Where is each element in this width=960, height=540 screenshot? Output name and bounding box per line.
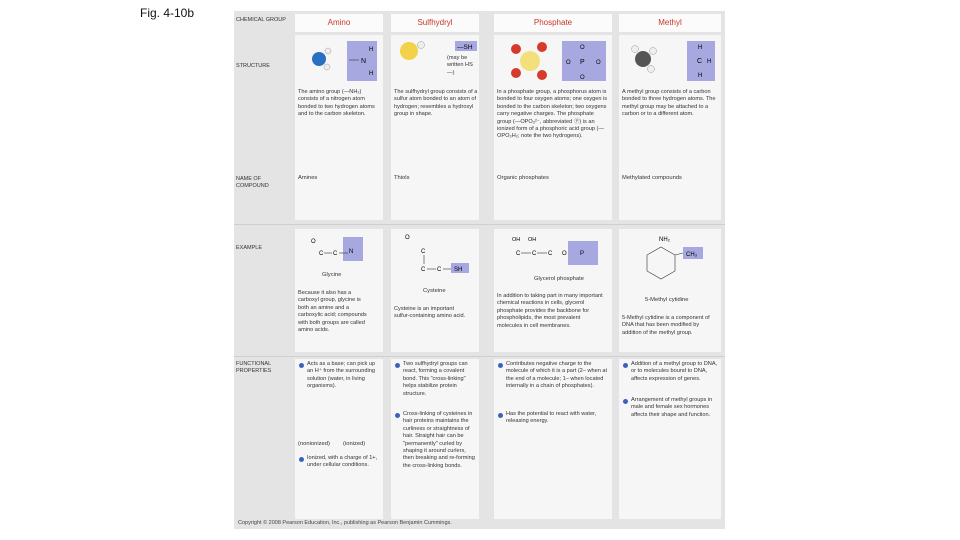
phosphate-compound-name: Organic phosphates xyxy=(497,175,549,181)
column-amino xyxy=(295,11,383,529)
svg-text:C: C xyxy=(548,251,553,257)
svg-text:H: H xyxy=(707,59,712,65)
glycine-structure-diagram xyxy=(309,233,371,273)
sulfhydryl-compound-name: Thiols xyxy=(394,175,410,181)
amino-property-2: Ionized, with a charge of 1+, under cellular conditions. xyxy=(307,455,378,469)
sulfhydryl-note: (may be written HS—) xyxy=(447,55,473,76)
formula-p: P xyxy=(580,59,585,66)
phosphate-property-2: Has the potential to react with water, releasing energy. xyxy=(506,411,597,425)
glycine-label: Glycine xyxy=(322,272,342,278)
carbon-atom xyxy=(635,51,651,67)
sulfhydryl-structure-text: The sulfhydryl group consists of a sulfur atom bonded to an atom of hydrogen; resembles a hydroxyl group in shape. xyxy=(394,89,478,118)
oxygen-atom xyxy=(537,42,547,52)
phosphorus-atom xyxy=(520,51,540,71)
copyright-notice: Copyright © 2008 Pearson Education, Inc., publishing as Pearson Benjamin Cummings. xyxy=(238,520,452,526)
amino-structure-diagram xyxy=(301,39,381,83)
oxygen-atom xyxy=(511,44,521,54)
svg-text:C: C xyxy=(532,251,537,257)
svg-text:H: H xyxy=(698,73,703,79)
bullet-icon xyxy=(299,457,304,462)
amino-property-1: Acts as a base; can pick up an H⁺ from the surrounding solution (water, in living organisms). xyxy=(307,361,376,390)
hydrogen-atom xyxy=(324,64,330,70)
svg-text:C: C xyxy=(421,267,426,273)
nonionized-label: (nonionized) xyxy=(298,441,330,447)
row-label-functional-properties: FUNCTIONAL PROPERTIES xyxy=(236,361,272,374)
svg-text:N: N xyxy=(349,249,354,255)
column-methyl xyxy=(619,11,723,529)
methyl-property-2: Arrangement of methyl groups in male and female sex hormones affects their shape and function. xyxy=(631,397,713,418)
column-header-sulfhydryl: Sulfhydryl xyxy=(391,14,479,32)
amino-compound-name: Amines xyxy=(298,175,318,181)
svg-text:H: H xyxy=(698,45,703,51)
nitrogen-atom xyxy=(312,52,326,66)
methyl-example-text: 5-Methyl cytidine is a component of DNA that has been modified by addition of the methyl group. xyxy=(622,315,710,336)
svg-text:O: O xyxy=(580,45,585,51)
formula-n: N xyxy=(361,58,367,65)
column-header-phosphate: Phosphate xyxy=(494,14,612,32)
svg-text:O: O xyxy=(596,60,601,66)
glycerol-phosphate-structure-diagram xyxy=(508,233,600,273)
column-phosphate xyxy=(494,11,614,529)
svg-text:C: C xyxy=(421,249,426,255)
phosphate-structure-text: In a phosphate group, a phosphorus atom is bonded to four oxygen atoms; one oxygen is bonded to the carbon skeleton; two oxygens carry negative charges. The phosphate group (—OPO₃²⁻, abbreviated Ⓟ) is an ionized form of a phosphoric acid group (—OPO₃H₂; note the two hydrogens). xyxy=(497,89,608,140)
bullet-icon xyxy=(395,413,400,418)
svg-text:O: O xyxy=(405,235,410,241)
formula-sh: —SH xyxy=(457,44,473,51)
phosphate-property-1: Contributes negative charge to the molecule of which it is a part (2– when at the end of a molecule; 1– when located internally in a chain of phosphates). xyxy=(506,361,608,390)
svg-text:P: P xyxy=(580,251,585,257)
svg-text:NH₂: NH₂ xyxy=(659,237,670,243)
hydrogen-atom xyxy=(648,66,655,73)
row-label-example: EXAMPLE xyxy=(236,245,262,251)
row-label-name-of-compound: NAME OF COMPOUND xyxy=(236,176,269,189)
amino-example-text: Because it also has a carboxyl group, glycine is both an amine and a carboxylic acid; compounds with both groups are called amino acids. xyxy=(298,290,367,334)
bullet-icon xyxy=(498,413,503,418)
formula-h: H xyxy=(369,47,374,53)
bullet-icon xyxy=(299,363,304,368)
oxygen-atom xyxy=(537,70,547,80)
svg-text:O: O xyxy=(311,239,316,245)
row-label-structure: STRUCTURE xyxy=(236,63,270,69)
sulfhydryl-example-text: Cysteine is an important sulfur-containing amino acid. xyxy=(394,306,466,320)
figure-label: Fig. 4-10b xyxy=(140,6,195,20)
svg-text:CH₃: CH₃ xyxy=(686,252,698,258)
functional-groups-table xyxy=(234,11,725,529)
methyl-structure-text: A methyl group consists of a carbon bonded to three hydrogen atoms. The methyl group may be attached to a carbon or to a different atom. xyxy=(622,89,716,118)
methyl-cytidine-structure-diagram xyxy=(631,233,711,293)
bullet-icon xyxy=(498,363,503,368)
cysteine-structure-diagram xyxy=(401,231,471,283)
column-sulfhydryl xyxy=(391,11,479,529)
methyl-cytidine-label: 5-Methyl cytidine xyxy=(645,297,689,303)
formula-sh: SH xyxy=(454,267,463,273)
hydrogen-atom xyxy=(418,42,425,49)
svg-text:C: C xyxy=(333,251,338,257)
svg-text:O: O xyxy=(562,251,567,257)
column-header-methyl: Methyl xyxy=(619,14,721,32)
bullet-icon xyxy=(623,399,628,404)
svg-text:OH: OH xyxy=(528,237,537,243)
svg-text:OH: OH xyxy=(512,237,521,243)
hydrogen-atom xyxy=(650,48,657,55)
cysteine-label: Cysteine xyxy=(423,288,446,294)
svg-text:C: C xyxy=(437,267,442,273)
glycerol-phosphate-label: Glycerol phosphate xyxy=(534,276,584,282)
formula-h: H xyxy=(369,71,374,77)
column-header-amino: Amino xyxy=(295,14,383,32)
methyl-compound-name: Methylated compounds xyxy=(622,175,682,181)
oxygen-atom xyxy=(511,68,521,78)
svg-text:C: C xyxy=(319,251,324,257)
ionized-label: (ionized) xyxy=(343,441,366,447)
svg-text:C: C xyxy=(697,58,703,65)
svg-text:O: O xyxy=(566,60,571,66)
methyl-structure-diagram xyxy=(625,39,719,83)
hydrogen-atom xyxy=(632,46,639,53)
sulfhydryl-property-2: Cross-linking of cysteines in hair proteins maintains the curliness or straightness of hair. Straight hair can be "permanently" curled by shaping it around curlers, then breaking and re-forming the cross-linking bonds. xyxy=(403,411,475,469)
svg-text:O: O xyxy=(580,75,585,81)
sulfhydryl-property-1: Two sulfhydryl groups can react, forming a covalent bond. This "cross-linking" helps stabilize protein structure. xyxy=(403,361,468,397)
hydrogen-atom xyxy=(325,48,331,54)
phosphate-structure-diagram xyxy=(500,37,610,87)
bullet-icon xyxy=(395,363,400,368)
amino-structure-text: The amino group (—NH₂) consists of a nitrogen atom bonded to two hydrogen atoms and to the carbon skeleton. xyxy=(298,89,375,118)
bullet-icon xyxy=(623,363,628,368)
phosphate-example-text: In addition to taking part in many important chemical reactions in cells, glycerol phosphate provides the backbone for phospholipids, the most prevalent molecules in cell membranes. xyxy=(497,293,603,329)
row-label-chemical-group: CHEMICAL GROUP xyxy=(236,17,286,23)
svg-text:C: C xyxy=(516,251,521,257)
sulfur-atom xyxy=(400,42,418,60)
methyl-property-1: Addition of a methyl group to DNA, or to molecules bound to DNA, affects expression of genes. xyxy=(631,361,718,382)
